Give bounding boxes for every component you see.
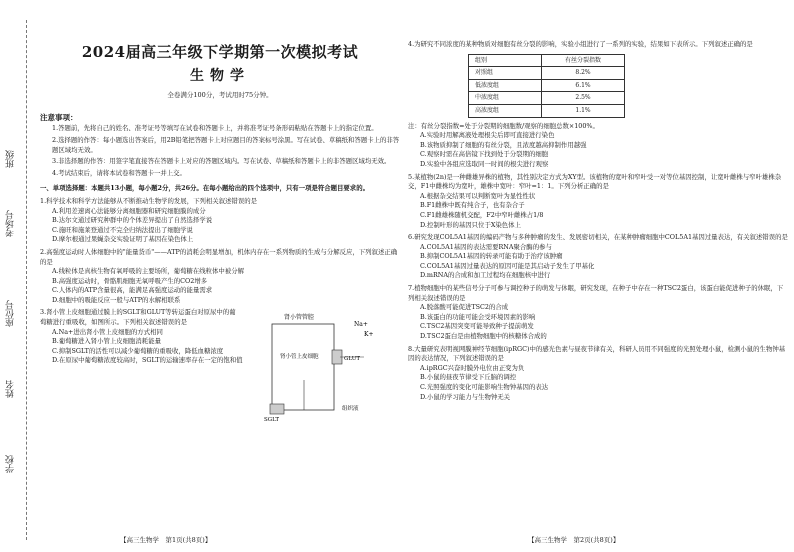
option-b: B.该物质抑制了细胞的有丝分裂，且浓度越高抑制作用越强 bbox=[420, 140, 587, 149]
option-b: B.达尔文通过研究种群中的个体差异提出了自然选择学说 bbox=[52, 216, 213, 225]
option-b: B.F1雌株中既有纯合子，也有杂合子 bbox=[420, 201, 525, 210]
label-glut: GLUT bbox=[344, 356, 361, 363]
page-left bbox=[40, 0, 400, 552]
label-sglt: SGLT bbox=[264, 417, 280, 423]
question-stem: 7.植物细胞中的某些信号分子可参与调控种子的萌发与休眠，研究发现，在种子中存在一种TSC2蛋白，该蛋白能促进种子的休眠，下列相关叙述错误的是 bbox=[408, 284, 784, 302]
option-c: C.TSC2基因突变可能导致种子提前萌发 bbox=[420, 322, 534, 331]
footer-right: 【高三生物学 第2页(共8页)】 bbox=[528, 536, 620, 545]
option-c: C.F1雌雄株随机交配，F2中窄叶雌株占1/8 bbox=[420, 210, 544, 219]
option-c: C.光照强度的变化可能影响生物钟基因的表达 bbox=[420, 383, 549, 391]
table-header-row bbox=[469, 54, 625, 67]
table-cell: 高浓度组 bbox=[469, 104, 542, 117]
table-row bbox=[469, 104, 625, 117]
diagram-top-label: 肾小管管腔 bbox=[284, 314, 315, 322]
exam-meta: 全卷满分100分，考试用时75分钟。 bbox=[167, 91, 273, 100]
option-a: A.利用差速离心法能够分离细胞器和研究细胞膜的成分 bbox=[52, 206, 206, 215]
question-3 bbox=[40, 308, 400, 423]
kidney-cell-diagram bbox=[244, 310, 394, 422]
option-d: D.实验中各组应选取同一时间的根尖进行观察 bbox=[420, 159, 549, 168]
binding-label-school: 学校 bbox=[6, 455, 16, 473]
option-d: D.摩尔根通过果蝇杂交实验证明了基因在染色体上 bbox=[52, 235, 194, 244]
option-c: C.施旺和施莱登通过不完全归纳法提出了细胞学说 bbox=[52, 225, 193, 234]
table-note: 注：有丝分裂指数=处于分裂期的细胞数/观察的细胞总数×100%。 bbox=[408, 121, 599, 130]
binding-label-exam-room: 考场号 bbox=[6, 210, 16, 237]
option-d: D.TSC2蛋白是由植物细胞中的核糖体合成的 bbox=[420, 332, 547, 341]
question-5 bbox=[408, 173, 788, 231]
question-2 bbox=[40, 248, 400, 306]
diagram-bottom-label: 组织液 bbox=[342, 406, 359, 413]
question-stem: 2.高强度运动时人体细胞中的"能量货币"——ATP的消耗会明显增加，机体内存在一系列物质的生成与分解反应，下列叙述正确的是 bbox=[40, 247, 398, 266]
cell-outline bbox=[272, 324, 334, 410]
table-row bbox=[469, 79, 625, 92]
option-c: C.抑制SGLT的活性可以减少葡萄糖的重吸收，降低血糖浓度 bbox=[52, 346, 224, 355]
page-right bbox=[408, 0, 788, 552]
option-d: D.细胞中的吸能反应一般与ATP的水解相联系 bbox=[52, 295, 181, 304]
option-b: B.小鼠的昼夜节律受下丘脑的调控 bbox=[420, 373, 517, 382]
notice-heading: 注意事项： bbox=[40, 112, 78, 122]
option-a: A.根据杂交结果可以判断宽叶为显性性状 bbox=[420, 191, 536, 200]
binding-label-seat: 座位号 bbox=[6, 300, 16, 327]
notice-list bbox=[40, 124, 400, 178]
question-4 bbox=[408, 40, 788, 170]
option-d: D.mRNA的合成和加工过程均在细胞核中进行 bbox=[420, 271, 551, 280]
section-heading: 一、单项选择题：本题共13小题，每小题2分，共26分。在每小题给出的四个选项中，只有一项是符合题目要求的。 bbox=[40, 184, 369, 193]
table-header-cell: 组别 bbox=[469, 54, 542, 67]
table-cell: 6.1% bbox=[542, 79, 625, 92]
label-k: K+ bbox=[364, 331, 374, 339]
notice-item: 4.考试结束后，请将本试卷和答题卡一并上交。 bbox=[52, 168, 186, 177]
option-a: A.脱落酸可能促进TSC2的合成 bbox=[420, 303, 509, 312]
notice-item: 3.非选择题的作答：用签字笔直接答在答题卡上对应的答题区域内。写在试卷、草稿纸和答题卡上的非答题区域均无效。 bbox=[52, 157, 391, 166]
table-cell: 中浓度组 bbox=[469, 92, 542, 105]
option-a: A.COL5A1基因的表达需要RNA聚合酶的参与 bbox=[420, 242, 552, 251]
question-8 bbox=[408, 345, 788, 403]
table-cell: 对照组 bbox=[469, 67, 542, 80]
notice-item: 2.选择题的作答：每小题选出答案后，用2B铅笔把答题卡上对应题目的答案标号涂黑。写在试卷、草稿纸和答题卡上的非答题区域均无效。 bbox=[52, 135, 400, 154]
data-table bbox=[468, 54, 625, 118]
label-na: Na+ bbox=[354, 321, 368, 329]
table-cell: 8.2% bbox=[542, 67, 625, 80]
option-b: B.该蛋白的功能可能会受环境因素的影响 bbox=[420, 312, 536, 321]
binding-label-class: 班级 bbox=[6, 150, 16, 168]
option-c: C.COL5A1基因过量表达的原因可能是其启动子发生了甲基化 bbox=[420, 261, 595, 270]
option-c: C.观察时需在高倍镜下找到处于分裂期的细胞 bbox=[420, 150, 549, 159]
binding-dashed-line bbox=[26, 20, 27, 540]
question-stem: 1.科学技术和科学方法能够从不断推动生物学的发展，下列相关叙述错误的是 bbox=[40, 196, 257, 205]
question-stem: 4.为研究不同浓度的某种物质对细胞有丝分裂的影响，实验小组进行了一系列的实验，结果如下表所示。下列叙述正确的是 bbox=[408, 40, 753, 48]
option-d: D.控制叶形的基因只位于X染色体上 bbox=[420, 220, 521, 229]
question-stem: 3.肾小管上皮细胞通过膜上的SGLT和GLUT等转运蛋白对原尿中的葡萄糖进行重吸收，如图所示。下列相关叙述错误的是 bbox=[40, 308, 236, 327]
question-stem: 5.某植物(2n)是一种雌雄异株的植物，其性别决定方式为XY型。该植物的宽叶和窄叶受一对等位基因控制，让宽叶雌株与窄叶雄株杂交，F1中雌株均为宽叶，雄株中宽叶：窄叶=1：1。下列分析正确的是 bbox=[408, 172, 782, 191]
table-cell: 低浓度组 bbox=[469, 79, 542, 92]
table-row bbox=[469, 92, 625, 105]
question-stem: 8.大量研究表明视网膜神经节细胞(ipRGC)中的感光色素与昼夜节律有关，科研人员用不同强度的光照处理小鼠，检测小鼠的生物钟基因的表达情况，下列叙述错误的是 bbox=[408, 344, 786, 363]
question-stem: 6.研究发现COL5A1基因的编码产物与多种肿瘤的发生、发展密切相关，在某种肿瘤细胞中COL5A1基因过量表达，有关叙述错误的是 bbox=[408, 233, 788, 242]
diagram-cell-label: 肾小管上皮细胞 bbox=[280, 354, 319, 361]
binding-margin bbox=[0, 0, 34, 552]
option-b: B.抑制COL5A1基因的转录可能有助于治疗该肿瘤 bbox=[420, 252, 563, 261]
footer-left: 【高三生物学 第1页(共8页)】 bbox=[120, 536, 212, 545]
table-cell: 2.5% bbox=[542, 92, 625, 105]
option-a: A.实验时用解离液处理根尖后即可直接进行染色 bbox=[420, 131, 555, 140]
notice-item: 1.答题前，先将自己的姓名、准考证号等填写在试卷和答题卡上，并将准考证号条形码粘贴在答题卡上的指定位置。 bbox=[52, 124, 378, 133]
subject-title: 生物学 bbox=[190, 67, 250, 84]
option-a: A.线粒体是真核生物有氧呼吸的主要场所，葡萄糖在线粒体中被分解 bbox=[52, 267, 244, 276]
table-row bbox=[469, 67, 625, 80]
binding-label-name: 姓名 bbox=[6, 380, 16, 398]
option-a: A.Na+进出肾小管上皮细胞的方式相同 bbox=[52, 327, 163, 336]
option-b: B.葡萄糖进入肾小管上皮细胞消耗能量 bbox=[52, 337, 161, 346]
option-b: B.高强度运动时，骨骼肌细胞无氧呼吸产生的CO2增多 bbox=[52, 276, 208, 285]
option-a: A.ipRGC兴奋时膜外电位由正变为负 bbox=[420, 363, 525, 372]
question-7 bbox=[408, 284, 788, 342]
table-cell: 1.1% bbox=[542, 104, 625, 117]
question-1 bbox=[40, 197, 400, 245]
option-d: D.小鼠的学习能力与生物钟无关 bbox=[420, 392, 511, 401]
question-6 bbox=[408, 233, 788, 281]
table-header-cell: 有丝分裂指数 bbox=[542, 54, 625, 67]
transporter-sglt bbox=[270, 404, 284, 414]
exam-title: 2024届高三年级下学期第一次模拟考试 bbox=[81, 43, 359, 61]
option-d: D.在原尿中葡萄糖浓度较高时，SGLT的运输速率存在一定的饱和值 bbox=[52, 356, 243, 365]
option-c: C.人体内的ATP含量很高，能满足高强度运动的能量需求 bbox=[52, 286, 213, 295]
